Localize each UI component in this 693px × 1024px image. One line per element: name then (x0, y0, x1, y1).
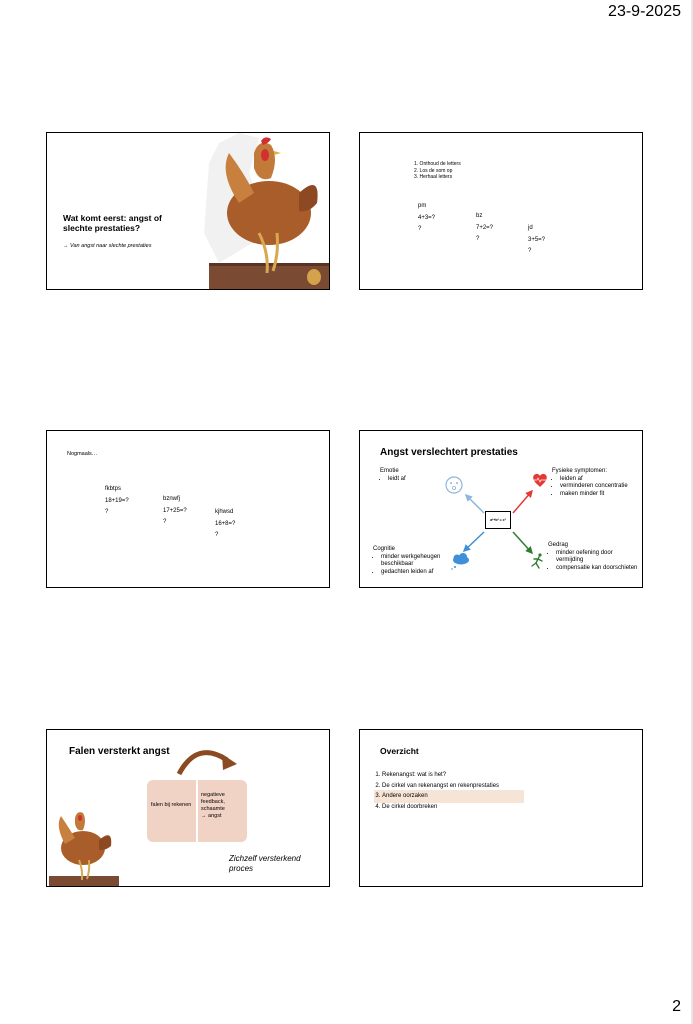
chicken-image (199, 133, 330, 290)
letters: pm (418, 203, 427, 209)
sum: 7+2=? (476, 224, 494, 231)
box-right-arrow: → angst (201, 813, 222, 819)
letters: bz (476, 213, 483, 219)
slide-3[interactable] (46, 430, 330, 588)
slide-5-caption: Zichzelf versterkend proces (229, 854, 301, 873)
slide-1-number: · (310, 281, 311, 285)
center-formula-box (485, 511, 511, 529)
slide-1[interactable] (46, 132, 330, 290)
sum: 4+3=? (418, 214, 436, 221)
slide-4[interactable] (359, 430, 643, 588)
slide-2[interactable] (359, 132, 643, 290)
cloud-icon (451, 553, 469, 570)
answer: ? (528, 248, 532, 254)
slide-4-title: Angst verslechtert prestaties (380, 447, 518, 458)
emotie-item: • leidt af (388, 476, 460, 484)
arrow-cognitie (464, 532, 484, 551)
step-item: 2. Los de som op (414, 167, 453, 174)
arrow-gedrag (513, 532, 532, 553)
slide-1-title: Wat komt eerst: angst of slechte prestaties? (63, 213, 162, 233)
step-item: 3. Herhaal letters (414, 174, 453, 180)
fysiek-item: • verminderen concentratie (560, 483, 640, 491)
slide-6-number: · (623, 878, 624, 882)
gedrag-item: • compensatie kan doorschieten (556, 565, 640, 573)
box-right-text: negatieve feedback, schaamte (201, 792, 225, 812)
slide-6[interactable] (359, 729, 643, 887)
cycle-divider (196, 780, 198, 842)
page-date: 23-9-2025 (608, 3, 681, 20)
answer: ? (163, 519, 167, 525)
sum: 17+25=? (163, 507, 187, 514)
arrows-diagram (360, 431, 643, 588)
letters: fkbtps (105, 486, 122, 492)
step-item: 1. Onthoud de letters (414, 161, 461, 167)
box-right (201, 792, 245, 820)
face-icon (446, 477, 462, 493)
running-icon (532, 553, 542, 568)
overview-item[interactable]: 1. Rekenangst: wat is het? (382, 770, 499, 781)
sum: 3+5=? (528, 236, 546, 243)
answer: ? (215, 532, 219, 538)
heart-icon (533, 474, 547, 487)
letters: bznwfj (163, 496, 181, 502)
fysiek-heading: Fysieke symptomen: (552, 468, 608, 474)
fysiek-item: • leiden af (560, 476, 640, 484)
sum: 16+8=? (215, 520, 236, 527)
formula: a²+b² = c² (490, 518, 506, 522)
sum: 18+19=? (105, 497, 129, 504)
gedrag-item: • minder oefening door vermijding (556, 550, 640, 565)
overview-item-active[interactable]: 3. Andere oorzaken (382, 791, 499, 802)
slide-3-number: · (310, 579, 311, 583)
box-left-text: falen bij rekenen (151, 802, 192, 808)
fysiek-item: • maken minder fit (560, 491, 640, 499)
cycle-box (147, 780, 247, 842)
slide-4-number: · (623, 579, 624, 583)
letters: jd (528, 225, 533, 231)
answer: ? (476, 236, 480, 242)
overview-item[interactable]: 4. De cirkel doorbreken (382, 802, 499, 813)
slide-5-number: · (310, 878, 311, 882)
slide-2-number: · (623, 281, 624, 285)
arrow-emotie (466, 495, 484, 513)
letters: kjhwsd (215, 509, 234, 515)
arrow-fysiek (513, 491, 532, 513)
gedrag-heading: Gedrag (548, 542, 569, 548)
answer: ? (418, 226, 422, 232)
column-3 (528, 225, 545, 256)
page-number: 2 (672, 998, 681, 1015)
column-1 (418, 203, 435, 234)
column-2 (476, 213, 493, 244)
slide-1-subtitle: → Van angst naar slechte prestaties (63, 243, 152, 249)
column-2 (163, 496, 187, 527)
slide-5-title: Falen versterkt angst (69, 746, 170, 757)
cognitie-item: • gedachten leiden af (381, 569, 468, 577)
cognitie-item: • minder werkgeheugen beschikbaar (381, 554, 468, 569)
slide-2-steps (414, 161, 461, 181)
slide-5[interactable] (46, 729, 330, 887)
chicken-small-image (49, 806, 119, 887)
slide-3-intro: Nogmaals… (67, 451, 98, 457)
cycle-arrowhead (222, 754, 237, 770)
column-1 (105, 486, 129, 517)
cognitie-heading: Cognitie (373, 546, 396, 552)
column-3 (215, 509, 235, 540)
cycle-arrow (179, 753, 227, 774)
overview-list (370, 770, 499, 812)
emotie-heading: Emotie (380, 468, 399, 474)
overview-item[interactable]: 2. De cirkel van rekenangst en rekenprestaties (382, 781, 499, 792)
answer: ? (105, 509, 109, 515)
slide-6-title: Overzicht (380, 746, 419, 756)
